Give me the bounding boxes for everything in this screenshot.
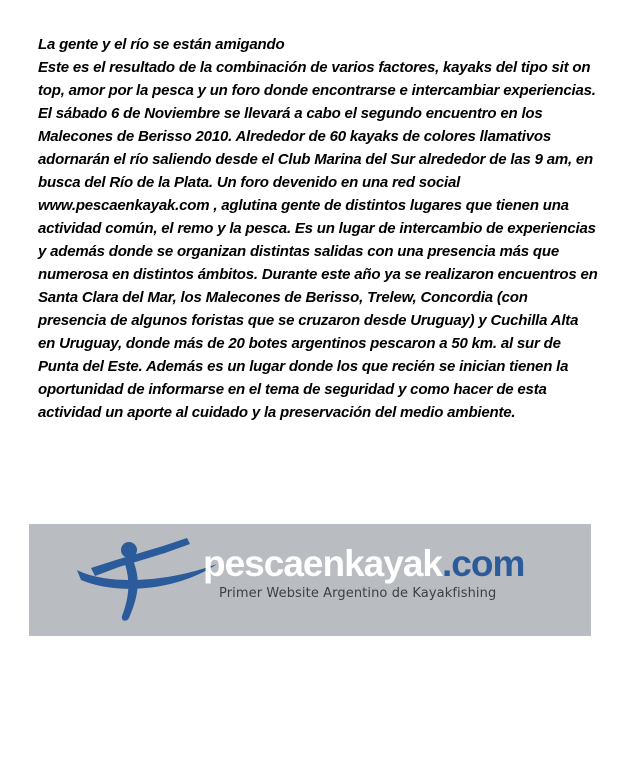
pescaenkayak-banner (29, 524, 591, 636)
article-intro: Este es el resultado de la combinación de varios factores, kayaks del tipo sit on top, amor por la pesca y un foro donde encontrarse e intercambiar experiencias. (38, 59, 596, 99)
paddler-body-icon (122, 560, 138, 621)
article-body (38, 33, 598, 424)
kayaker-logo-icon (69, 530, 219, 630)
article-main-text: El sábado 6 de Noviembre se llevará a cabo el segundo encuentro en los Malecones de Berisso 2010. Alrededor de 60 kayaks de colores llamativos adornarán el río saliendo desde el Club Marina del Sur alrededor de las 9 am, en busca del Río de la Plata. Un foro devenido en una red social www.pescaenkayak.com , aglutina gente de distintos lugares que tienen una actividad común, el remo y la pesca. Es un lugar de intercambio de experiencias y además donde se organizan distintas salidas con una presencia más que numerosa en distintos ámbitos. Durante este año ya se realizaron encuentros en Santa Clara del Mar, los Malecones de Berisso, Trelew, Concordia (con presencia de algunos foristas que se cruzaron desde Uruguay) y Cuchilla Alta en Uruguay, donde más de 20 botes argentinos pescaron a 50 km. al sur de Punta del Este. Además es un lugar donde los que recién se inician tienen la oportunidad de informarse en el tema de seguridad y como hacer de esta actividad un aporte al cuidado y la preservación del medio ambiente. (38, 105, 598, 421)
article-title: La gente y el río se están amigando (38, 36, 285, 53)
brand-name-tld: .com (441, 543, 525, 584)
paddle-icon (91, 538, 190, 576)
brand-name-main: pescaenkayak (203, 543, 442, 584)
brand-name (203, 544, 524, 584)
brand-tagline: Primer Website Argentino de Kayakfishing (219, 586, 497, 601)
